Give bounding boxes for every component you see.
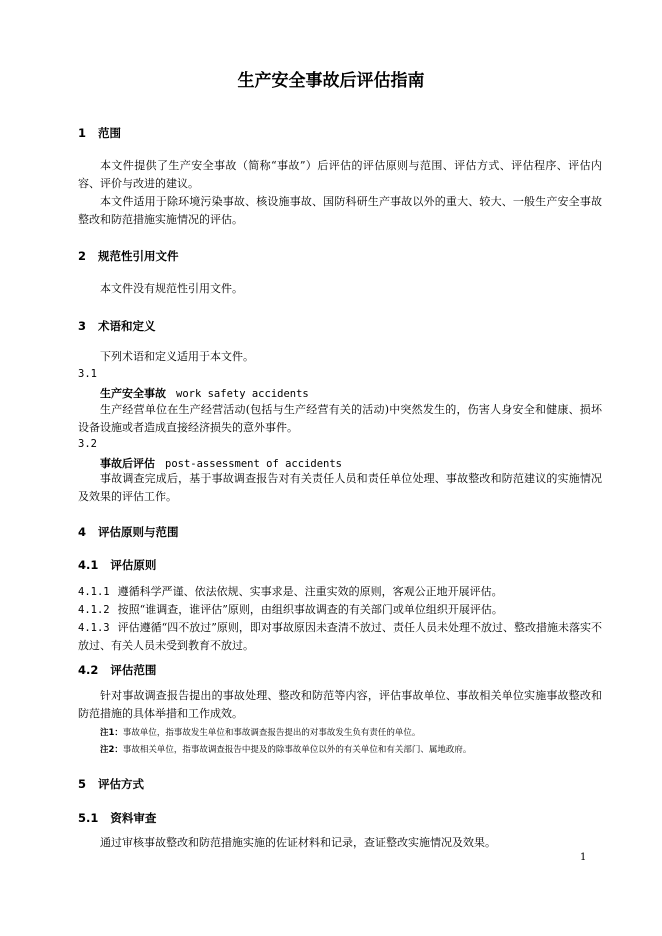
note-2	[100, 743, 471, 755]
note-1-label: 注1：	[100, 728, 123, 738]
clause-4-1-1-number: 4.1.1	[78, 586, 110, 598]
note-2-text: 事故相关单位，指事故调查报告中提及的除事故单位以外的有关单位和有关部门、属地政府。	[122, 745, 472, 755]
section-4-title: 评估原则与范围	[98, 525, 179, 539]
clause-4-1-3-number: 4.1.3	[78, 622, 110, 634]
clause-4-1-1	[78, 583, 602, 601]
term-3-2	[100, 455, 342, 471]
section-4-number: 4	[78, 525, 87, 539]
section-4-2-paragraph: 针对事故调查报告提出的事故处理、整改和防范等内容，评估事故单位、事故相关单位实施事故整改和防范措施的具体举措和工作成效。	[78, 689, 602, 720]
section-4-1-title: 评估原则	[110, 558, 157, 572]
term-3-1-english: work safety accidents	[176, 388, 309, 400]
clause-4-1-3	[78, 619, 602, 655]
section-1-heading	[78, 125, 121, 141]
term-3-2-number: 3.2	[78, 438, 97, 450]
section-4-heading	[78, 524, 179, 540]
term-3-2-english: post-assessment of accidents	[165, 458, 343, 470]
section-4-2-heading	[78, 662, 156, 678]
section-3-paragraph: 下列术语和定义适用于本文件。	[100, 350, 254, 363]
section-1-number: 1	[78, 126, 87, 140]
term-3-1	[100, 385, 309, 401]
note-2-label: 注2：	[100, 745, 123, 755]
section-4-2-number: 4.2	[78, 663, 99, 677]
term-3-2-definition: 事故调查完成后，基于事故调查报告对有关责任人员和责任单位处理、事故整改和防范建议的实施情况及效果的评估工作。	[78, 472, 602, 503]
section-5-number: 5	[78, 777, 87, 791]
term-3-1-definition: 生产经营单位在生产经营活动(包括与生产经营有关的活动)中突然发生的，伤害人身安全和健康、损坏设备设施或者造成直接经济损失的意外事件。	[78, 403, 602, 434]
section-5-1-number: 5.1	[78, 811, 99, 825]
section-5-1-heading	[78, 810, 156, 826]
section-3-number: 3	[78, 319, 87, 333]
section-4-1-number: 4.1	[78, 558, 99, 572]
page-number: 1	[580, 852, 587, 863]
clause-4-1-3-text: 评估遵循“四不放过”原则，即对事故原因未查清不放过、责任人员未处理不放过、整改措施未落实不放过、有关人员未受到教育不放过。	[78, 621, 602, 652]
note-1	[100, 726, 420, 738]
section-2-number: 2	[78, 249, 87, 263]
clause-4-1-2-text: 按照“谁调查，谁评估”原则，由组织事故调查的有关部门或单位组织开展评估。	[117, 603, 503, 616]
section-2-title: 规范性引用文件	[98, 249, 179, 263]
term-3-1-number: 3.1	[78, 368, 97, 380]
section-4-1-heading	[78, 557, 156, 573]
note-1-text: 事故单位，指事故发生单位和事故调查报告提出的对事故发生负有责任的单位。	[122, 728, 421, 738]
term-3-2-chinese: 事故后评估	[100, 457, 155, 470]
term-3-1-chinese: 生产安全事故	[100, 387, 166, 400]
document-title: 生产安全事故后评估指南	[237, 71, 425, 91]
section-1-paragraph-1: 本文件提供了生产安全事故（简称“事故”）后评估的评估原则与范围、评估方式、评估程序、评估内容、评价与改进的建议。	[78, 159, 602, 190]
section-5-1-title: 资料审查	[110, 811, 157, 825]
section-2-heading	[78, 248, 179, 264]
section-5-title: 评估方式	[98, 777, 145, 791]
clause-4-1-1-text: 遵循科学严谨、依法依规、实事求是、注重实效的原则，客观公正地开展评估。	[117, 585, 503, 598]
section-1-paragraph-2: 本文件适用于除环境污染事故、核设施事故、国防科研生产事故以外的重大、较大、一般生产安全事故整改和防范措施实施情况的评估。	[78, 195, 602, 226]
section-5-heading	[78, 776, 144, 792]
section-3-title: 术语和定义	[98, 319, 156, 333]
clause-4-1-2-number: 4.1.2	[78, 604, 110, 616]
section-1-title: 范围	[98, 126, 122, 140]
section-2-paragraph: 本文件没有规范性引用文件。	[100, 282, 243, 295]
section-4-2-title: 评估范围	[110, 663, 157, 677]
section-3-heading	[78, 318, 156, 334]
section-5-1-paragraph: 通过审核事故整改和防范措施实施的佐证材料和记录，查证整改实施情况及效果。	[100, 836, 496, 849]
clause-4-1-2	[78, 601, 602, 619]
